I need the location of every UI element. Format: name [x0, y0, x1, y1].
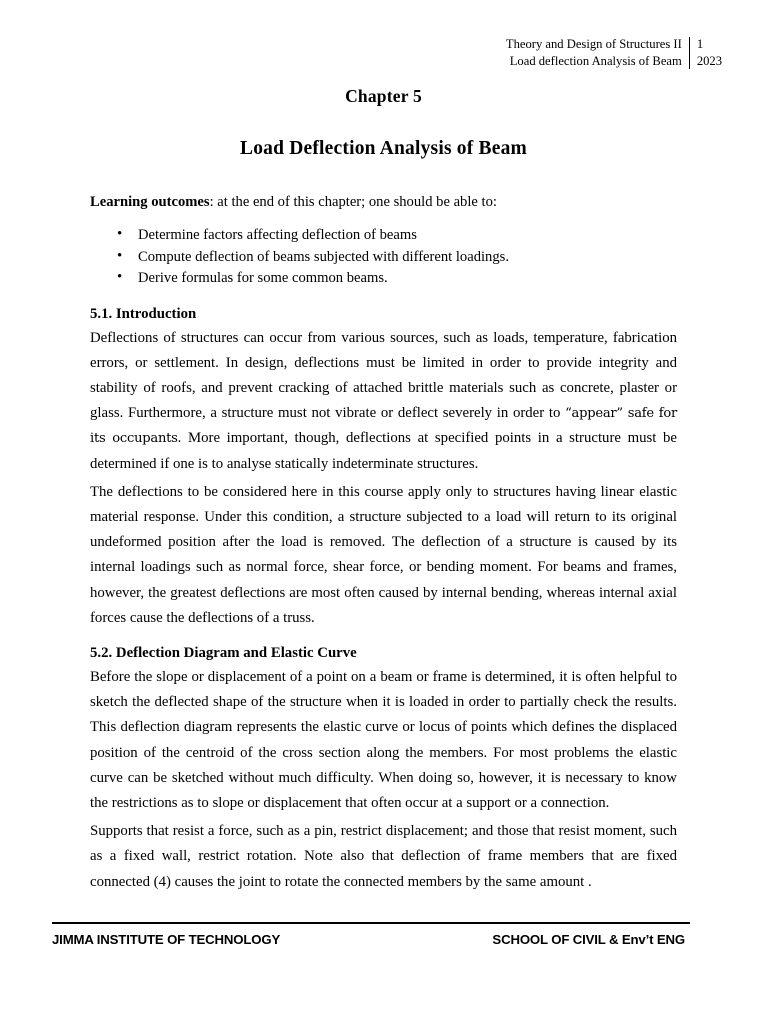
learning-outcomes-list — [90, 212, 677, 290]
footer-school: SCHOOL OF CIVIL & Env’t ENG — [492, 932, 685, 947]
header-chapter-title: Load deflection Analysis of Beam — [509, 54, 682, 68]
learning-outcomes-lead — [90, 160, 677, 212]
section-heading-5-2: 5.2. Deflection Diagram and Elastic Curve — [90, 644, 357, 661]
document-body — [90, 84, 677, 895]
header-title-block — [506, 36, 689, 70]
list-item: • Determine factors affecting deflection of beams — [90, 225, 677, 247]
paragraph — [90, 324, 677, 477]
header-year: 2023 — [696, 54, 722, 68]
page-title: Load Deflection Analysis of Beam — [240, 138, 527, 159]
learning-outcomes-label: Learning outcomes — [90, 194, 210, 210]
paragraph: Before the slope or displacement of a point on a beam or frame is determined, it is often helpful to sketch the deflected shape of the structure when it is loaded in order to partially check the results. This deflection diagram represents the elastic curve or locus of points which defines the displaced position of the centroid of the cross section along the members. For most problems the elastic curve can be sketched without much difficulty. When doing so, however, it is necessary to know the restrictions as to slope or displacement that often occur at a support or a connection. — [90, 668, 677, 811]
footer-content — [52, 924, 690, 947]
paragraph: The deflections to be considered here in this course apply only to structures having linear elastic material response. Under this condition, a structure subjected to a load will return to its original undeformed position after the load is removed. The deflection of a structure is caused by its internal loadings such as normal force, shear force, or bending moment. For beams and frames, however, the greatest deflections are most often caused by internal bending, whereas internal axial forces cause the deflections of a truss. — [90, 483, 677, 626]
paragraph: Supports that resist a force, such as a pin, restrict displacement; and those that resist moment, such as a fixed wall, restrict rotation. Note also that deflection of frame members that are fixed connected (4) causes the joint to rotate the connected members by the same amount . — [90, 823, 677, 890]
header-course-title: Theory and Design of Structures II — [505, 37, 682, 51]
header-page-number: 1 — [696, 37, 704, 51]
running-header — [0, 36, 768, 70]
learning-outcomes-intro: : at the end of this chapter; one should be able to: — [209, 194, 497, 210]
section-heading-5-1: 5.1. Introduction — [90, 305, 197, 322]
paragraph-run-alt-face: “appear” safe for its occupants — [90, 406, 677, 447]
paragraph-run: Deflections of structures can occur from various sources, such as loads, temperature, fabrication errors, or settlement. In design, deflections must be limited in order to provide integrity and stability of roofs, and prevent cracking of attached brittle materials such as concrete, plaster or glass. Furthermore, a structure must not vibrate or deflect severely in order to — [90, 329, 677, 422]
paragraph-run: . More important, though, deflections at specified points in a structure must be determined if one is to analyse statically indeterminate structures. — [90, 430, 677, 472]
running-footer — [52, 922, 690, 947]
list-item: • Derive formulas for some common beams. — [90, 268, 677, 290]
header-meta-block — [690, 36, 722, 70]
list-item: • Compute deflection of beams subjected with different loadings. — [90, 247, 677, 269]
footer-institution: JIMMA INSTITUTE OF TECHNOLOGY — [52, 932, 281, 947]
chapter-label: Chapter 5 — [345, 86, 422, 106]
